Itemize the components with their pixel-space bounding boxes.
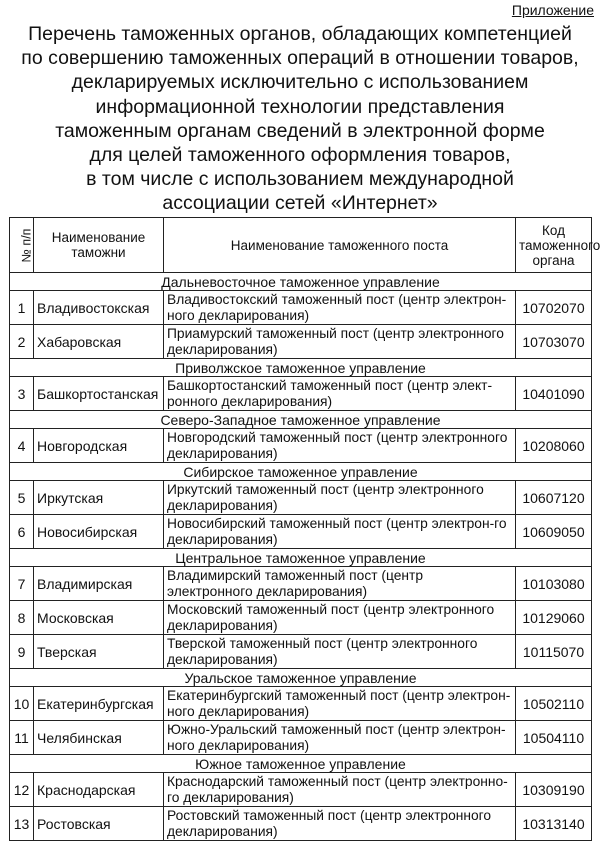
table-row: [10, 567, 592, 601]
customs-name: Новгородская: [34, 429, 164, 463]
customs-code: 10502110: [516, 687, 592, 721]
customs-name: Новосибирская: [34, 515, 164, 549]
header-code: Код таможенного органа: [516, 218, 592, 273]
customs-code: 10702070: [516, 291, 592, 325]
post-name: Владивостокский таможенный пост (центр электрон-ного декларирования): [164, 291, 516, 325]
customs-name: Краснодарская: [34, 773, 164, 807]
row-number: 13: [10, 807, 34, 841]
post-name: Тверской таможенный пост (центр электронного декларирования): [164, 635, 516, 669]
post-name: Екатеринбургский таможенный пост (центр электрон-ного декларирования): [164, 687, 516, 721]
region-row: [10, 411, 592, 429]
customs-code: 10401090: [516, 377, 592, 411]
customs-code: 10313140: [516, 807, 592, 841]
post-name: Московский таможенный пост (центр электронного декларирования): [164, 601, 516, 635]
customs-code: 10504110: [516, 721, 592, 755]
header-post: Наименование таможенного поста: [164, 218, 516, 273]
customs-name: Башкортостанская: [34, 377, 164, 411]
region-row: [10, 549, 592, 567]
post-name: Южно-Уральский таможенный пост (центр электрон-ного декларирования): [164, 721, 516, 755]
title-line: декларируемых исключительно с использованием: [71, 71, 529, 94]
customs-code: 10129060: [516, 601, 592, 635]
row-number: 11: [10, 721, 34, 755]
post-name: Новгородский таможенный пост (центр электронного декларирования): [164, 429, 516, 463]
row-number: 4: [10, 429, 34, 463]
row-number: 6: [10, 515, 34, 549]
row-number: 12: [10, 773, 34, 807]
customs-name: Челябинская: [34, 721, 164, 755]
title-line: таможенным органам сведений в электронной форме: [55, 119, 545, 142]
title-line: в том числе с использованием международной: [86, 168, 514, 191]
row-number: 9: [10, 635, 34, 669]
table-row: [10, 377, 592, 411]
customs-code: 10208060: [516, 429, 592, 463]
region-name: Дальневосточное таможенное управление: [10, 273, 592, 291]
row-number: 10: [10, 687, 34, 721]
region-row: [10, 755, 592, 773]
region-name: Уральское таможенное управление: [10, 669, 592, 687]
title-line: Перечень таможенных органов, обладающих компетенцией: [28, 23, 572, 45]
customs-name: Тверская: [34, 635, 164, 669]
post-name: Приамурский таможенный пост (центр электронного декларирования): [164, 325, 516, 359]
header-num: № п/п: [10, 218, 34, 273]
post-name: Иркутский таможенный пост (центр электронного декларирования): [164, 481, 516, 515]
post-name: Краснодарский таможенный пост (центр электронно-го декларирования): [164, 773, 516, 807]
table-row: [10, 687, 592, 721]
table-row: [10, 291, 592, 325]
table-row: [10, 807, 592, 841]
customs-code: 10103080: [516, 567, 592, 601]
region-row: [10, 463, 592, 481]
table-body: [10, 273, 592, 841]
table-row: [10, 325, 592, 359]
header-customs: Наименование таможни: [34, 218, 164, 273]
customs-name: Хабаровская: [34, 325, 164, 359]
title-line: для целей таможенного оформления товаров,: [89, 144, 511, 167]
customs-name: Екатеринбургская: [34, 687, 164, 721]
row-number: 1: [10, 291, 34, 325]
region-row: [10, 273, 592, 291]
table-row: [10, 773, 592, 807]
region-row: [10, 359, 592, 377]
customs-code: 10115070: [516, 635, 592, 669]
row-number: 5: [10, 481, 34, 515]
table-row: [10, 515, 592, 549]
row-number: 2: [10, 325, 34, 359]
post-name: Ростовский таможенный пост (центр электронного декларирования): [164, 807, 516, 841]
region-row: [10, 669, 592, 687]
post-name: Башкортостанский таможенный пост (центр элект-ронного декларирования): [164, 377, 516, 411]
region-name: Сибирское таможенное управление: [10, 463, 592, 481]
title-line: по совершению таможенных операций в отношении товаров,: [21, 47, 579, 70]
customs-name: Московская: [34, 601, 164, 635]
post-name: Новосибирский таможенный пост (центр электрон-го декларирования): [164, 515, 516, 549]
region-name: Центральное таможенное управление: [10, 549, 592, 567]
table-row: [10, 635, 592, 669]
region-name: Южное таможенное управление: [10, 755, 592, 773]
title-line: ассоциации сетей «Интернет»: [162, 192, 438, 215]
table-row: [10, 721, 592, 755]
appendix-label: Приложение: [511, 2, 594, 18]
row-number: 3: [10, 377, 34, 411]
document-title: [0, 22, 600, 216]
title-line: информационной технологии представления: [95, 95, 505, 118]
region-name: Приволжское таможенное управление: [10, 359, 592, 377]
table-row: [10, 601, 592, 635]
customs-code: 10309190: [516, 773, 592, 807]
post-name: Владимирский таможенный пост (центр электронного декларирования): [164, 567, 516, 601]
table-row: [10, 429, 592, 463]
customs-name: Иркутская: [34, 481, 164, 515]
customs-name: Ростовская: [34, 807, 164, 841]
customs-code: 10703070: [516, 325, 592, 359]
customs-code: 10609050: [516, 515, 592, 549]
region-name: Северо-Западное таможенное управление: [10, 411, 592, 429]
table-header-row: [10, 218, 592, 273]
customs-name: Владимирская: [34, 567, 164, 601]
row-number: 8: [10, 601, 34, 635]
customs-name: Владивостокская: [34, 291, 164, 325]
customs-code: 10607120: [516, 481, 592, 515]
row-number: 7: [10, 567, 34, 601]
table-row: [10, 481, 592, 515]
customs-table: [9, 217, 600, 841]
